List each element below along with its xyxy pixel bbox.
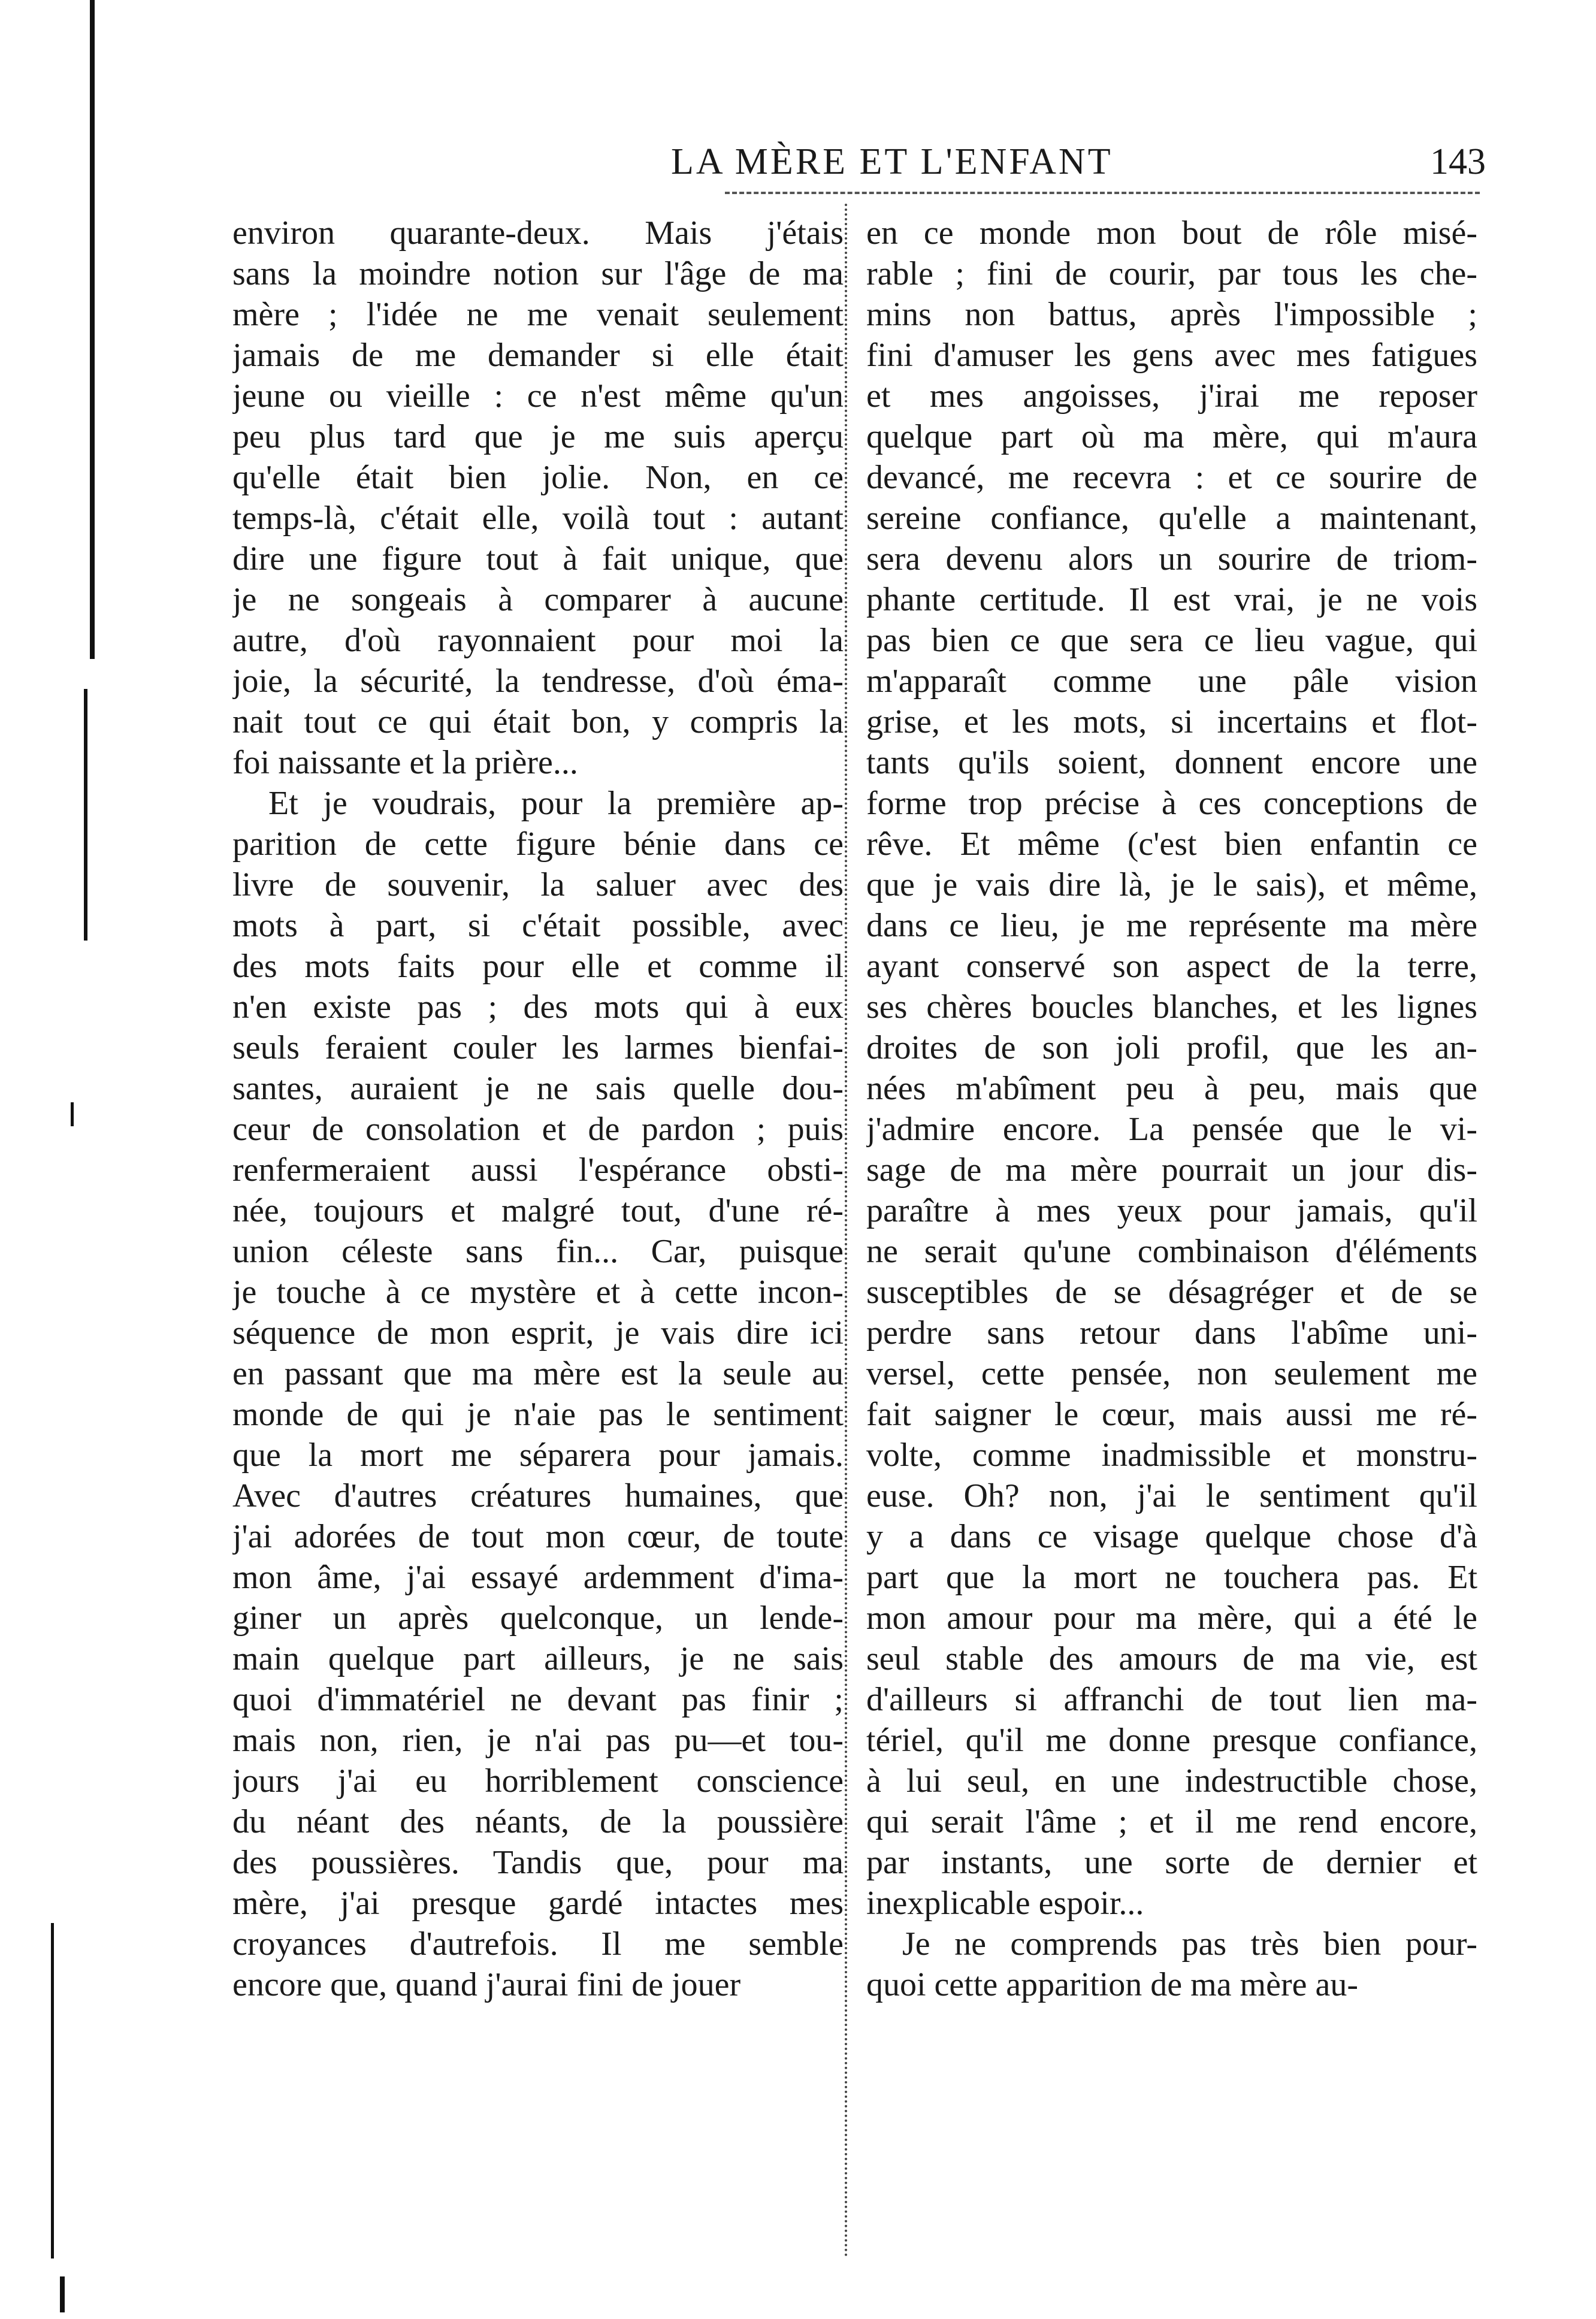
text-line: des mots faits pour elle et comme il bbox=[232, 948, 844, 985]
text-line: du néant des néants, de la poussière bbox=[232, 1803, 844, 1840]
text-line: rable ; fini de courir, par tous les che- bbox=[866, 255, 1477, 292]
text-line: rêve. Et même (c'est bien enfantin ce bbox=[866, 826, 1477, 863]
text-line: ceur de consolation et de pardon ; puis bbox=[232, 1111, 844, 1148]
text-line: dire une figure tout à fait unique, que bbox=[232, 540, 844, 578]
text-line: n'en existe pas ; des mots qui à eux bbox=[232, 988, 844, 1026]
text-line: séquence de mon esprit, je vais dire ici bbox=[232, 1314, 844, 1352]
text-line: environ quarante-deux. Mais j'étais bbox=[232, 214, 844, 252]
text-line: renfermeraient aussi l'espérance obsti- bbox=[232, 1151, 844, 1189]
left-column bbox=[232, 213, 844, 2005]
text-line: jours j'ai eu horriblement conscience bbox=[232, 1762, 844, 1800]
text-line: m'apparaît comme une pâle vision bbox=[866, 663, 1477, 700]
text-line: ne serait qu'une combinaison d'éléments bbox=[866, 1233, 1477, 1270]
text-line: fait saigner le cœur, mais aussi me ré- bbox=[866, 1396, 1477, 1433]
text-line: née, toujours et malgré tout, d'une ré- bbox=[232, 1192, 844, 1229]
text-line: paraître à mes yeux pour jamais, qu'il bbox=[866, 1192, 1477, 1229]
scan-edge-mark bbox=[90, 0, 95, 659]
text-line: part que la mort ne touchera pas. Et bbox=[866, 1559, 1477, 1596]
text-line: mais non, rien, je n'ai pas pu—et tou- bbox=[232, 1722, 844, 1759]
text-line: dans ce lieu, je me représente ma mère bbox=[866, 907, 1477, 944]
text-line: ayant conservé son aspect de la terre, bbox=[866, 948, 1477, 985]
text-line: droites de son joli profil, que les an- bbox=[866, 1029, 1477, 1066]
text-line: je touche à ce mystère et à cette incon- bbox=[232, 1274, 844, 1311]
text-line: tants qu'ils soient, donnent encore une bbox=[866, 744, 1477, 781]
text-line: à lui seul, en une indestructible chose, bbox=[866, 1762, 1477, 1800]
text-line: tériel, qu'il me donne presque confiance, bbox=[866, 1722, 1477, 1759]
text-line: jamais de me demander si elle était bbox=[232, 337, 844, 374]
text-line: euse. Oh? non, j'ai le sentiment qu'il bbox=[866, 1477, 1477, 1514]
text-line: pas bien ce que sera ce lieu vague, qui bbox=[866, 622, 1477, 659]
scan-edge-mark bbox=[51, 1923, 54, 2258]
text-line: que je vais dire là, je le sais), et même, bbox=[866, 866, 1477, 903]
page-header bbox=[228, 141, 1486, 195]
text-line: mon âme, j'ai essayé ardemment d'ima- bbox=[232, 1559, 844, 1596]
scan-edge-mark bbox=[60, 2276, 65, 2312]
text-line: Et je voudrais, pour la première ap- bbox=[268, 785, 844, 822]
text-line: encore que, quand j'aurai fini de jouer bbox=[232, 1966, 741, 2003]
text-line: sereine confiance, qu'elle a maintenant, bbox=[866, 500, 1477, 537]
column-divider bbox=[845, 204, 847, 2258]
text-line: main quelque part ailleurs, je ne sais bbox=[232, 1640, 844, 1677]
page-number: 143 bbox=[1430, 141, 1486, 182]
scan-edge-mark bbox=[84, 689, 87, 941]
text-line: ses chères boucles blanches, et les lignes bbox=[866, 988, 1477, 1026]
scan-edge-mark bbox=[71, 1102, 74, 1126]
running-title: LA MÈRE ET L'ENFANT bbox=[671, 141, 1113, 182]
text-line: union céleste sans fin... Car, puisque bbox=[232, 1233, 844, 1270]
right-column bbox=[866, 213, 1477, 2005]
text-line: mère, j'ai presque gardé intactes mes bbox=[232, 1885, 844, 1922]
text-line: j'ai adorées de tout mon cœur, de toute bbox=[232, 1518, 844, 1555]
text-line: je ne songeais à comparer à aucune bbox=[232, 581, 844, 618]
text-line: volte, comme inadmissible et monstru- bbox=[866, 1437, 1477, 1474]
text-line: seul stable des amours de ma vie, est bbox=[866, 1640, 1477, 1677]
text-line: mère ; l'idée ne me venait seulement bbox=[232, 296, 844, 333]
text-line: grise, et les mots, si incertains et flot- bbox=[866, 703, 1477, 740]
text-line: mon amour pour ma mère, qui a été le bbox=[866, 1600, 1477, 1637]
text-line: nait tout ce qui était bon, y compris la bbox=[232, 703, 844, 740]
text-line: sera devenu alors un sourire de triom- bbox=[866, 540, 1477, 578]
text-line: santes, auraient je ne sais quelle dou- bbox=[232, 1070, 844, 1107]
text-line: en ce monde mon bout de rôle misé- bbox=[866, 214, 1477, 252]
text-line: quelque part où ma mère, qui m'aura bbox=[866, 418, 1477, 455]
text-line: quoi cette apparition de ma mère au- bbox=[866, 1966, 1358, 2003]
text-line: monde de qui je n'aie pas le sentiment bbox=[232, 1396, 844, 1433]
text-line: et mes angoisses, j'irai me reposer bbox=[866, 377, 1477, 415]
text-line: nées m'abîment peu à peu, mais que bbox=[866, 1070, 1477, 1107]
text-line: d'ailleurs si affranchi de tout lien ma- bbox=[866, 1681, 1477, 1718]
text-line: quoi d'immatériel ne devant pas finir ; bbox=[232, 1681, 844, 1718]
text-line: j'admire encore. La pensée que le vi- bbox=[866, 1111, 1477, 1148]
text-line: que la mort me séparera pour jamais. bbox=[232, 1437, 844, 1474]
text-line: peu plus tard que je me suis aperçu bbox=[232, 418, 844, 455]
text-line: joie, la sécurité, la tendresse, d'où éma- bbox=[232, 663, 844, 700]
text-line: giner un après quelconque, un lende- bbox=[232, 1600, 844, 1637]
text-line: phante certitude. Il est vrai, je ne vois bbox=[866, 581, 1477, 618]
text-line: sans la moindre notion sur l'âge de ma bbox=[232, 255, 844, 292]
text-line: versel, cette pensée, non seulement me bbox=[866, 1355, 1477, 1392]
text-line: livre de souvenir, la saluer avec des bbox=[232, 866, 844, 903]
text-line: perdre sans retour dans l'abîme uni- bbox=[866, 1314, 1477, 1352]
text-line: inexplicable espoir... bbox=[866, 1885, 1144, 1922]
text-line: foi naissante et la prière... bbox=[232, 744, 578, 781]
text-line: par instants, une sorte de dernier et bbox=[866, 1844, 1477, 1881]
text-line: susceptibles de se désagréger et de se bbox=[866, 1274, 1477, 1311]
text-line: des poussières. Tandis que, pour ma bbox=[232, 1844, 844, 1881]
text-line: croyances d'autrefois. Il me semble bbox=[232, 1925, 844, 1963]
text-line: seuls feraient couler les larmes bienfai- bbox=[232, 1029, 844, 1066]
text-line: fini d'amuser les gens avec mes fatigues bbox=[866, 337, 1477, 374]
text-line: Avec d'autres créatures humaines, que bbox=[232, 1477, 844, 1514]
text-line: Je ne comprends pas très bien pour- bbox=[902, 1925, 1477, 1963]
text-line: en passant que ma mère est la seule au bbox=[232, 1355, 844, 1392]
text-line: qui serait l'âme ; et il me rend encore, bbox=[866, 1803, 1477, 1840]
text-line: devancé, me recevra : et ce sourire de bbox=[866, 459, 1477, 496]
text-line: y a dans ce visage quelque chose d'à bbox=[866, 1518, 1477, 1555]
text-line: forme trop précise à ces conceptions de bbox=[866, 785, 1477, 822]
text-line: parition de cette figure bénie dans ce bbox=[232, 826, 844, 863]
text-line: mots à part, si c'était possible, avec bbox=[232, 907, 844, 944]
text-line: sage de ma mère pourrait un jour dis- bbox=[866, 1151, 1477, 1189]
text-line: temps-là, c'était elle, voilà tout : autant bbox=[232, 500, 844, 537]
text-line: autre, d'où rayonnaient pour moi la bbox=[232, 622, 844, 659]
header-rule bbox=[725, 192, 1480, 194]
text-line: mins non battus, après l'impossible ; bbox=[866, 296, 1477, 333]
text-line: jeune ou vieille : ce n'est même qu'un bbox=[232, 377, 844, 415]
text-line: qu'elle était bien jolie. Non, en ce bbox=[232, 459, 844, 496]
